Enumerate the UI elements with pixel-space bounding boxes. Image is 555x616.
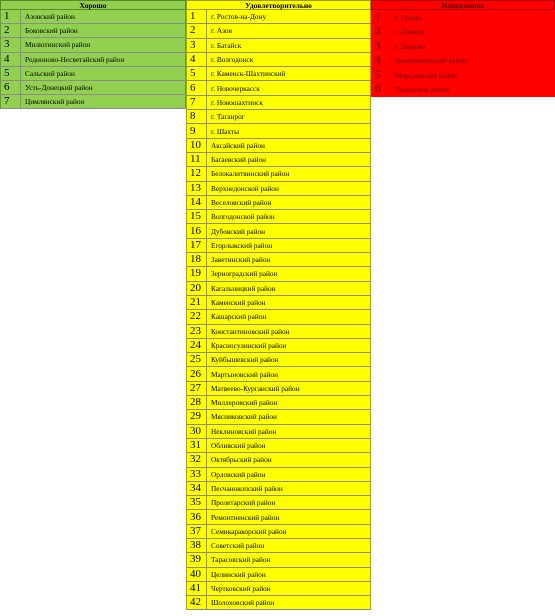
item-name: Зимовниковский район (395, 56, 468, 66)
list-item (0, 24, 186, 38)
item-number: 15 (187, 210, 207, 223)
list-item (186, 310, 371, 324)
item-number: 4 (1, 53, 21, 66)
list-item (186, 39, 371, 53)
item-name: Багаевский район (211, 155, 267, 165)
item-name: Морозовский район (395, 70, 457, 80)
list-item (186, 425, 371, 439)
item-name: г. Ростов-на-Дону (211, 12, 267, 22)
item-number: 29 (187, 410, 207, 423)
item-number: 25 (187, 353, 207, 366)
item-name: Верхнедонской район (211, 183, 279, 193)
item-name: Семикаракорский район (211, 526, 287, 536)
item-name: г. Донецк (395, 27, 425, 37)
item-number: 5 (187, 67, 207, 80)
list-item (186, 124, 371, 138)
item-number: 34 (187, 482, 207, 495)
list-item (186, 410, 371, 424)
item-name: Красносулинский район (211, 340, 287, 350)
item-name: Песчанокопский район (211, 483, 283, 493)
item-number: 28 (187, 396, 207, 409)
list-item (186, 224, 371, 238)
item-number: 22 (187, 310, 207, 323)
list-item (186, 568, 371, 582)
item-number: 6 (1, 81, 21, 94)
list-item (186, 167, 371, 181)
list-item (186, 253, 371, 267)
list-item (186, 396, 371, 410)
list-item (186, 210, 371, 224)
item-name: Тарасовский район (211, 555, 271, 565)
satisfactory-column (186, 0, 371, 610)
item-name: г. Каменск-Шахтинский (211, 69, 286, 79)
list-item (186, 139, 371, 153)
list-item (371, 54, 555, 69)
item-number: 6 (187, 81, 207, 94)
item-name: Волгодонской район (211, 212, 275, 222)
item-number: 6 (375, 83, 381, 96)
list-item (186, 196, 371, 210)
good-list (0, 10, 186, 109)
item-number: 32 (187, 453, 207, 466)
item-name: Кашарский район (211, 312, 267, 322)
item-name: Белокалитвинский район (211, 169, 290, 179)
list-item (186, 24, 371, 38)
item-name: Сальский район (25, 68, 75, 78)
item-name: Куйбышевский район (211, 355, 279, 365)
list-item (0, 53, 186, 67)
item-name: Мясниковский район (211, 412, 277, 422)
item-number: 1 (1, 10, 21, 23)
item-name: Пролетарский район (211, 498, 276, 508)
item-name: Усть-Донецкий район (25, 83, 93, 93)
item-number: 7 (187, 96, 207, 109)
list-item (186, 525, 371, 539)
item-name: Кагальницкий район (211, 283, 276, 293)
item-number: 7 (1, 95, 21, 108)
item-name: г. Новошахтинск (211, 97, 263, 107)
item-number: 1 (375, 10, 381, 23)
list-item (371, 10, 555, 25)
item-number: 31 (187, 439, 207, 452)
item-name: г. Новочеркасск (211, 83, 260, 93)
item-number: 20 (187, 282, 207, 295)
item-name: Шолоховский район (211, 598, 275, 608)
item-name: Веселовский район (211, 198, 272, 207)
list-item (186, 510, 371, 524)
item-number: 24 (187, 339, 207, 352)
item-number: 12 (187, 167, 207, 180)
list-item (186, 182, 371, 196)
item-name: г. Гуково (395, 12, 423, 22)
item-number: 5 (1, 67, 21, 80)
satisfactory-list (186, 10, 371, 610)
item-number: 1 (187, 10, 207, 23)
item-name: Мартыновский район (211, 369, 279, 379)
item-name: Целинский район (211, 569, 266, 579)
list-item (186, 382, 371, 396)
item-number: 18 (187, 253, 207, 266)
item-number: 30 (187, 425, 207, 438)
item-number: 40 (187, 568, 207, 581)
list-item (186, 339, 371, 353)
item-number: 4 (375, 54, 381, 67)
list-item (186, 582, 371, 596)
item-name: Аксайский район (211, 140, 265, 150)
item-name: Чертковский район (211, 584, 271, 594)
item-name: Милютинский район (25, 40, 91, 50)
item-name: Матвеево-Курганский район (211, 383, 300, 393)
list-item (186, 325, 371, 339)
item-number: 2 (375, 25, 381, 38)
item-number: 41 (187, 582, 207, 595)
list-item (371, 25, 555, 40)
list-item (186, 439, 371, 453)
list-item (371, 83, 555, 98)
list-item (0, 81, 186, 95)
item-name: Октябрьский район (211, 455, 272, 465)
item-number: 3 (1, 38, 21, 51)
list-item (186, 81, 371, 95)
list-item (186, 96, 371, 110)
item-number: 5 (375, 68, 381, 81)
list-item (186, 539, 371, 553)
item-name: Егорлыкский район (211, 240, 273, 250)
list-item (186, 296, 371, 310)
list-item (186, 482, 371, 496)
item-number: 26 (187, 367, 207, 380)
item-number: 27 (187, 382, 207, 395)
satisfactory-column-header: Удовлетворительно (186, 0, 371, 10)
list-item (186, 267, 371, 281)
list-item (371, 39, 555, 54)
item-name: Тацинский район (395, 85, 449, 95)
list-item (186, 67, 371, 81)
item-number: 10 (187, 139, 207, 152)
item-name: Дубовский район (211, 226, 266, 236)
item-number: 2 (1, 24, 21, 37)
item-name: Боковский район (25, 26, 78, 36)
item-name: Цимлянский район (25, 97, 85, 107)
item-number: 36 (187, 510, 207, 523)
item-number: 14 (187, 196, 207, 209)
item-number: 17 (187, 239, 207, 252)
list-item (371, 68, 555, 83)
item-name: г. Батайск (211, 40, 242, 50)
item-number: 3 (187, 39, 207, 52)
list-item (186, 367, 371, 381)
tense-column (371, 0, 555, 97)
item-name: Советский район (211, 541, 265, 551)
item-name: Каменский район (211, 298, 266, 308)
item-number: 42 (187, 596, 207, 609)
item-name: Обливский район (211, 441, 266, 451)
list-item (186, 110, 371, 124)
list-item (186, 453, 371, 467)
item-name: г. Волгодонск (211, 55, 254, 65)
item-number: 33 (187, 468, 207, 481)
item-name: Константиновский район (211, 326, 290, 336)
item-name: Зерноградский район (211, 269, 278, 279)
item-name: Азовский район (25, 12, 75, 22)
list-item (0, 67, 186, 81)
item-name: г. Азов (211, 26, 233, 36)
good-column-header: Хорошо (0, 0, 186, 10)
item-number: 9 (187, 124, 207, 137)
item-name: Ремонтненский район (211, 512, 280, 522)
item-number: 11 (187, 153, 207, 166)
list-item (186, 282, 371, 296)
item-name: г. Шахты (211, 126, 239, 136)
item-name: Неклиновский район (211, 426, 277, 436)
item-name: г. Таганрог (211, 112, 245, 122)
item-number: 21 (187, 296, 207, 309)
list-item (186, 10, 371, 24)
item-number: 2 (187, 24, 207, 37)
list-item (0, 38, 186, 52)
item-number: 37 (187, 525, 207, 538)
list-item (186, 239, 371, 253)
list-item (0, 10, 186, 24)
list-item (0, 95, 186, 109)
item-number: 35 (187, 496, 207, 509)
item-number: 23 (187, 325, 207, 338)
item-name: Орловский район (211, 469, 266, 479)
item-number: 8 (187, 110, 207, 123)
item-number: 16 (187, 224, 207, 237)
item-number: 19 (187, 267, 207, 280)
item-name: Миллеровский район (211, 398, 278, 408)
list-item (186, 468, 371, 482)
item-number: 38 (187, 539, 207, 552)
list-item (186, 153, 371, 167)
item-number: 13 (187, 182, 207, 195)
item-number: 39 (187, 553, 207, 566)
list-item (186, 53, 371, 67)
tense-column-header: Напряженно (371, 0, 555, 10)
item-number: 4 (187, 53, 207, 66)
item-number: 3 (375, 39, 381, 52)
list-item (186, 596, 371, 610)
good-column (0, 0, 186, 109)
item-name: г. Зверево (395, 41, 426, 51)
list-item (186, 553, 371, 567)
tense-list (371, 10, 555, 97)
item-name: Родионово-Несветайский район (25, 54, 125, 64)
list-item (186, 353, 371, 367)
list-item (186, 496, 371, 510)
item-name: Заветинский район (211, 255, 271, 265)
